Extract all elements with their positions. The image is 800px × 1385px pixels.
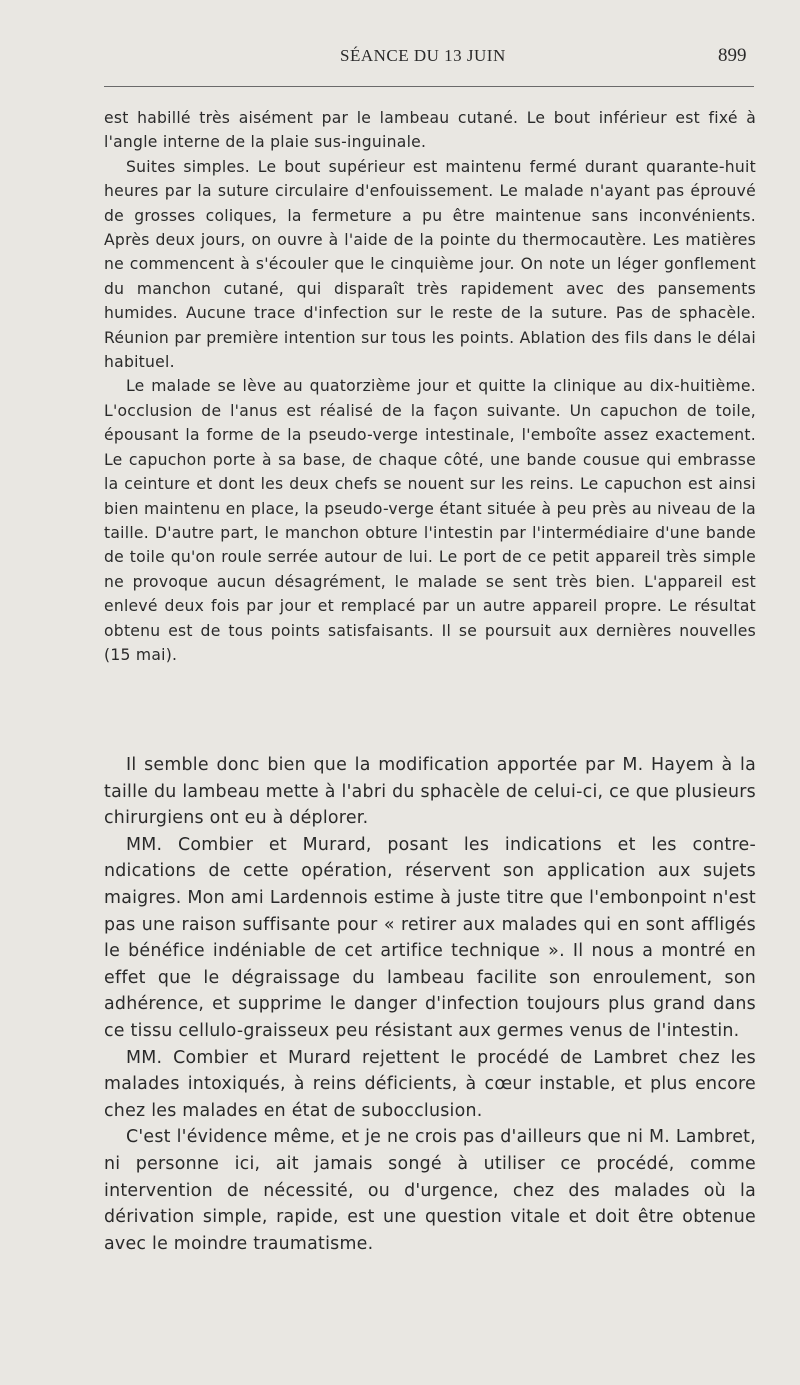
paragraph: MM. Combier et Murard, posant les indications et les contre-ndications de cette opération, réservent son application aux sujets maigres. Mon ami Lardennois estime à juste titre que l'embonpoint n'est pas une raison suffisante pour « retirer aux malades qui en sont affligés le bénéfice indéniable de cet artifice technique ». Il nous a montré en effet que le dégraissage du lambeau facilite son enroulement, son adhérence, et supprime le danger d'infection toujours plus grand dans ce tissu cellulo-graisseux peu résistant aux germes venus de l'intestin. — [104, 834, 756, 1041]
page-number: 899 — [718, 45, 747, 66]
paragraph: Il semble donc bien que la modification apportée par M. Hayem à la taille du lambeau mette à l'abri du sphacèle de celui-ci, ce que plusieurs chirurgiens ont eu à déplorer. — [104, 755, 756, 829]
paragraph: est habillé très aisément par le lambeau cutané. Le bout inférieur est fixé à l'angle interne de la plaie sus-inguinale. — [104, 109, 756, 152]
case-report-text — [104, 106, 756, 667]
paragraph: C'est l'évidence même, et je ne crois pas d'ailleurs que ni M. Lambret, ni personne ici, ait jamais songé à utiliser ce procédé, comme intervention de nécessité, ou d'urgence, chez des malades où la dérivation simple, rapide, est une question vitale et doit être obtenue avec le moindre traumatisme. — [104, 1127, 756, 1254]
discussion-text — [104, 752, 756, 1257]
paragraph: Suites simples. Le bout supérieur est maintenu fermé durant quarante-huit heures par la suture circulaire d'enfouissement. Le malade n'ayant pas éprouvé de grosses coliques, la fermeture a pu être maintenue sans inconvénients. Après deux jours, on ouvre à l'aide de la pointe du thermocautère. Les matières ne commencent à s'écouler que le cinquième jour. On note un léger gonflement du manchon cutané, qui disparaît très rapidement avec des pansements humides. Aucune trace d'infection sur le reste de la suture. Pas de sphacèle. Réunion par première intention sur tous les points. Ablation des fils dans le délai habituel. — [104, 157, 756, 372]
running-head — [0, 46, 800, 74]
paragraph: Le malade se lève au quatorzième jour et quitte la clinique au dix-huitième. L'occlusion de l'anus est réalisé de la façon suivante. Un capuchon de toile, épousant la forme de la pseudo-verge intestinale, l'emboîte assez exactement. Le capuchon porte à sa base, de chaque côté, une bande cousue qui embrasse la ceinture et dont les deux chefs se nouent sur les reins. Le capuchon est ainsi bien maintenu en place, la pseudo-verge étant située à peu près au niveau de la taille. D'autre part, le manchon obture l'intestin par l'intermédiaire d'une bande de toile qu'on roule serrée autour de lui. Le port de ce petit appareil très simple ne provoque aucun désagrément, le malade se sent très bien. L'appareil est enlevé deux fois par jour et remplacé par un autre appareil propre. Le résultat obtenu est de tous points satisfaisants. Il se poursuit aux dernières nouvelles (15 mai). — [104, 377, 756, 664]
running-title: SÉANCE DU 13 JUIN — [340, 46, 506, 65]
header-rule — [104, 86, 754, 87]
paragraph: MM. Combier et Murard rejettent le procédé de Lambret chez les malades intoxiqués, à reins déficients, à cœur instable, et plus encore chez les malades en état de subocclusion. — [104, 1047, 756, 1121]
